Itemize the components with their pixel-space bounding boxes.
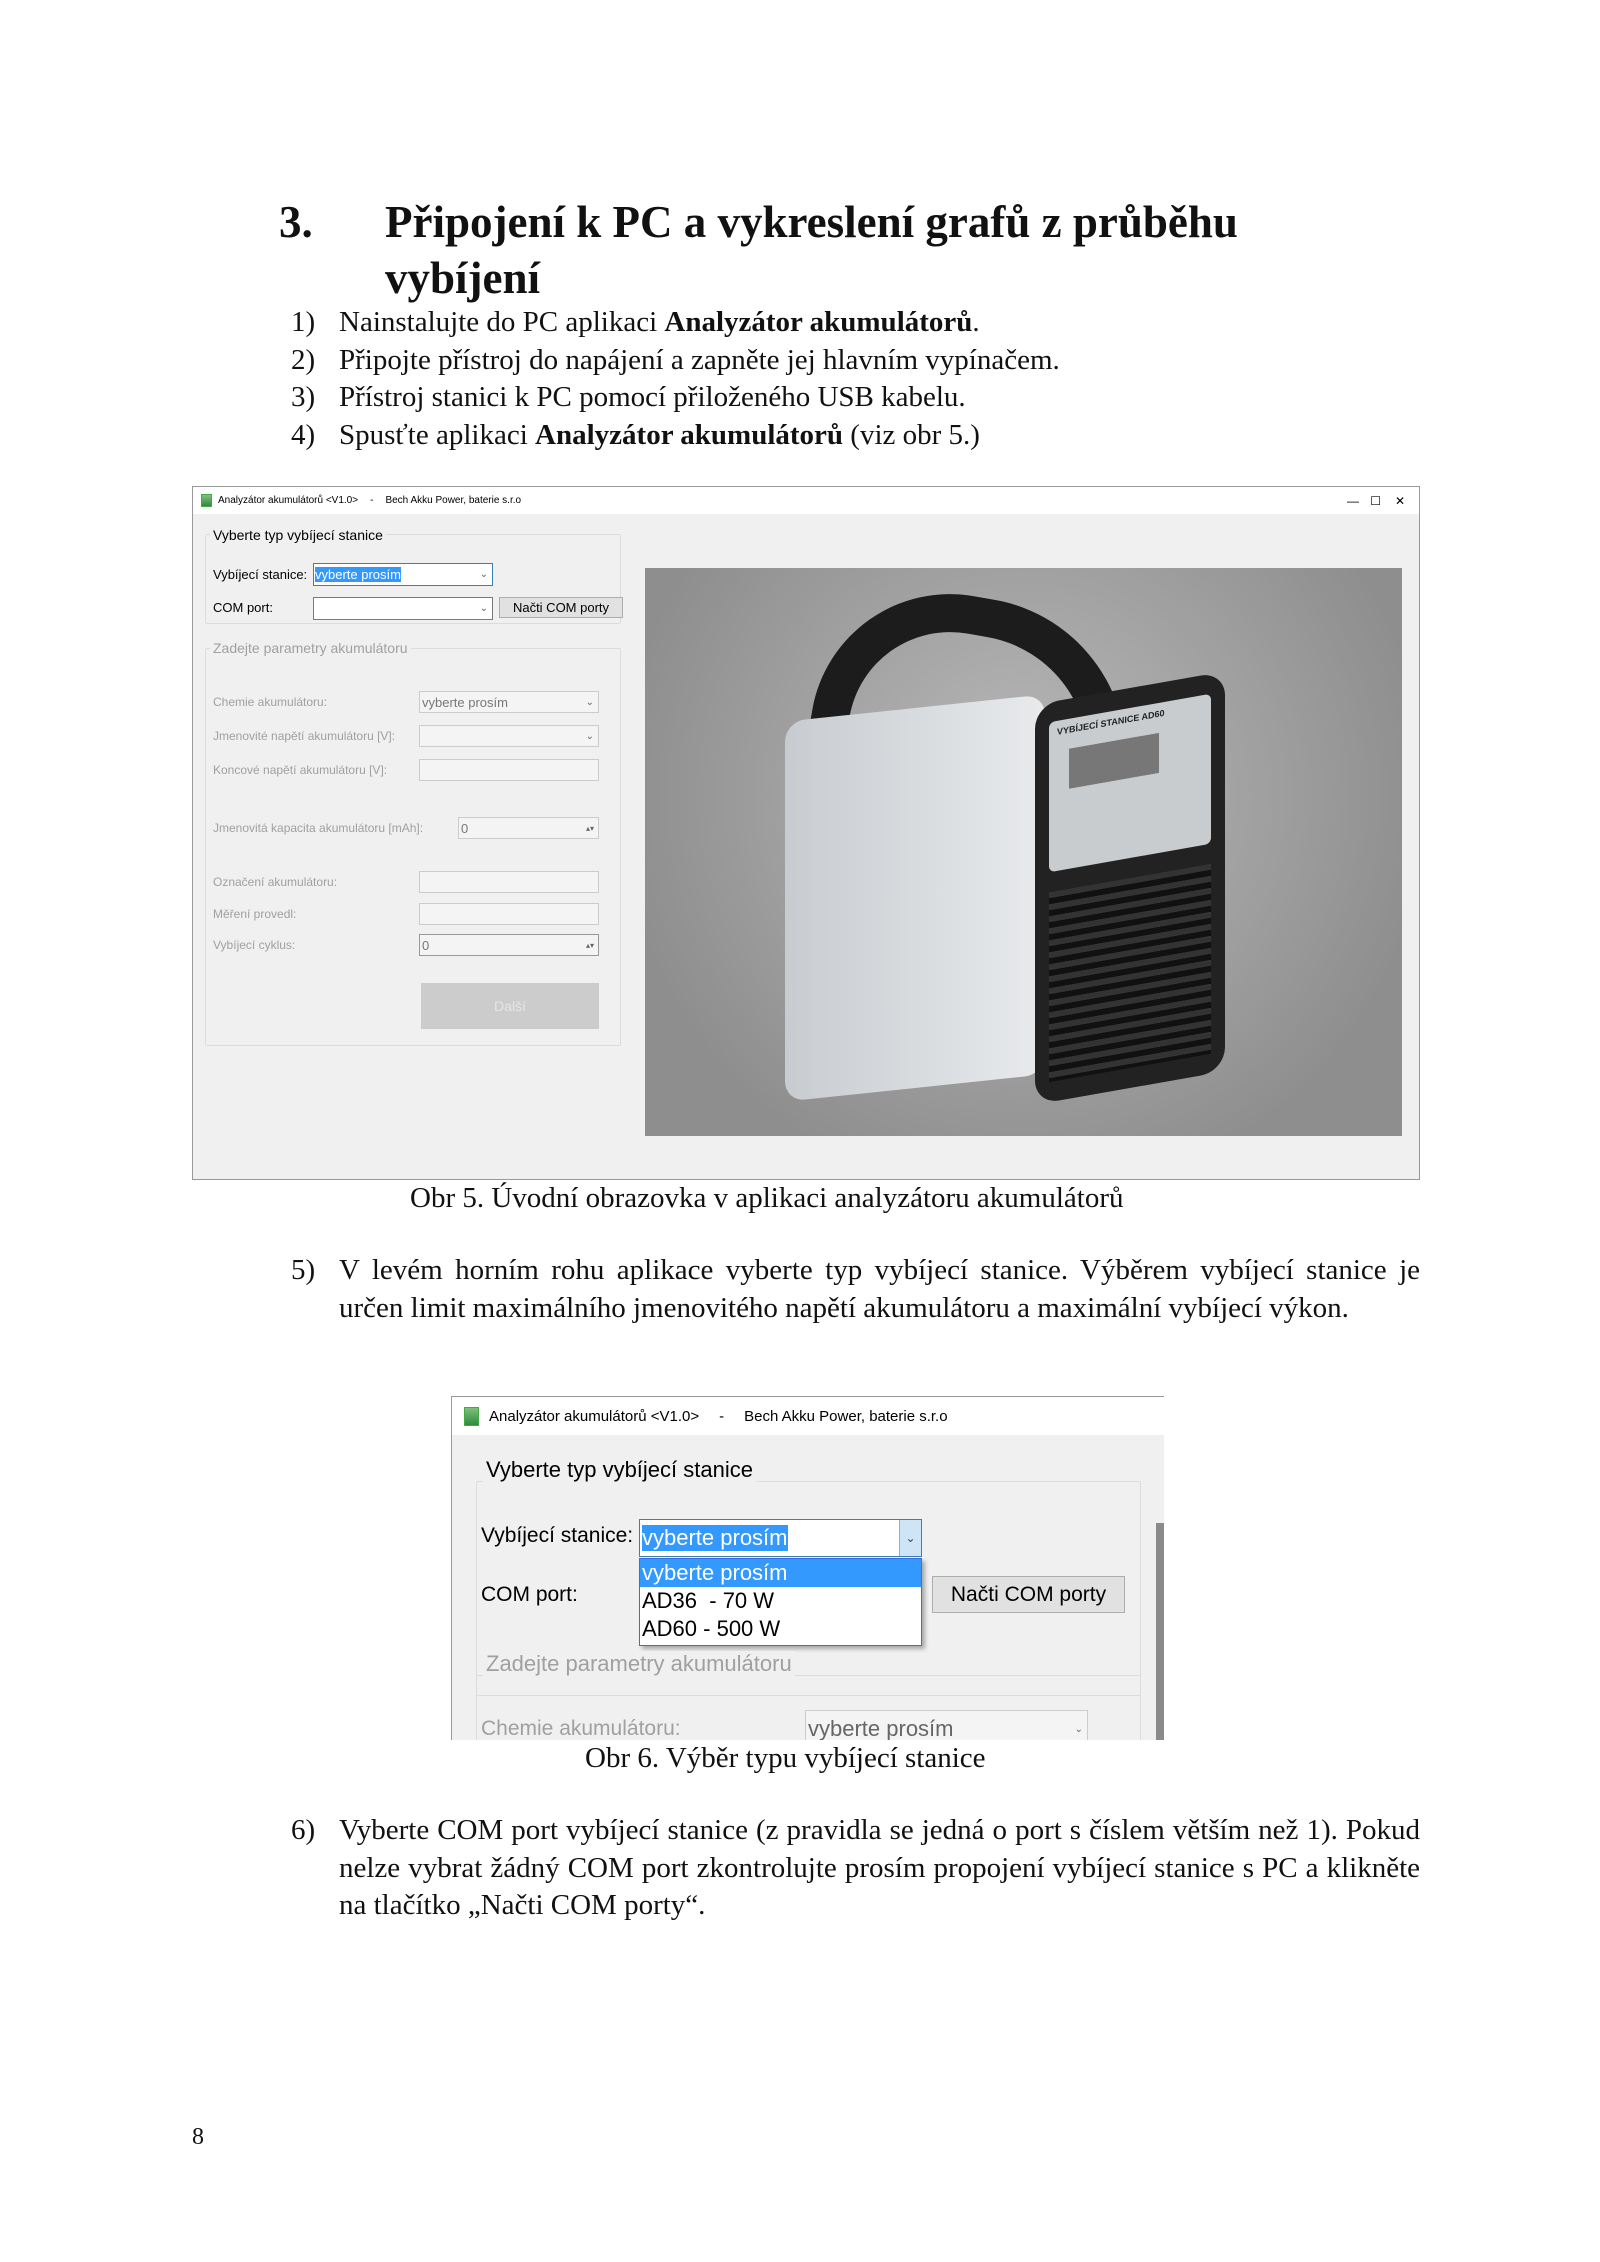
window-company: Bech Akku Power, baterie s.r.o: [744, 1407, 948, 1425]
battery-mark-input[interactable]: [419, 871, 599, 893]
capacity-value: 0: [461, 820, 469, 836]
window-title: Analyzátor akumulátorů <V1.0>: [218, 495, 359, 506]
device-side: [785, 694, 1045, 1101]
station-group-label: Vyberte typ vybíjecí stanice: [483, 1457, 756, 1483]
end-voltage-label: Koncové napětí akumulátoru [V]:: [213, 763, 388, 777]
device-display: [1069, 733, 1159, 789]
load-com-ports-button[interactable]: Načti COM porty: [499, 597, 623, 618]
title-bar: [193, 487, 1419, 514]
station-label: Vybíjecí stanice:: [213, 567, 308, 582]
measured-by-label: Měření provedl:: [213, 907, 297, 921]
station-label: Vybíjecí stanice:: [481, 1524, 634, 1547]
next-button[interactable]: Další: [421, 983, 599, 1029]
com-label: COM port:: [213, 600, 273, 615]
step-5-number: 5): [291, 1254, 316, 1286]
station-value: vyberte prosím: [315, 567, 401, 582]
station-select[interactable]: [313, 563, 493, 586]
cycle-input[interactable]: [419, 934, 599, 956]
device-front: [1035, 671, 1225, 1105]
device-grille: [1049, 864, 1211, 1083]
device-photo: [645, 568, 1402, 1136]
title-separator: -: [370, 495, 374, 506]
window-company: Bech Akku Power, baterie s.r.o: [385, 495, 522, 506]
app-window-fig6: [451, 1396, 1164, 1740]
battery-group-label: Zadejte parametry akumulátoru: [210, 640, 411, 656]
chem-label: Chemie akumulátoru:: [213, 695, 328, 709]
cycle-label: Vybíjecí cyklus:: [213, 938, 296, 952]
chevron-down-icon: ⌄: [1074, 1723, 1083, 1735]
capacity-input[interactable]: [458, 817, 599, 839]
app-icon: [201, 494, 212, 507]
chem-value: vyberte prosím: [422, 694, 508, 710]
chevron-down-icon: ⌄: [585, 730, 594, 742]
maximize-button[interactable]: ☐: [1370, 493, 1381, 508]
station-group-label: Vyberte typ vybíjecí stanice: [210, 527, 386, 543]
scrollbar[interactable]: [1156, 1523, 1164, 1740]
com-label: COM port:: [481, 1583, 578, 1606]
chem-select[interactable]: [419, 691, 599, 713]
battery-mark-label: Označení akumulátoru:: [213, 875, 338, 889]
capacity-label: Jmenovitá kapacita akumulátoru [mAh]:: [213, 821, 424, 835]
cycle-value: 0: [422, 937, 430, 953]
minimize-button[interactable]: —: [1347, 493, 1359, 508]
step-1: 1) Nainstalujte do PC aplikaci Analyzátor akumulátorů.: [291, 306, 980, 338]
device-panel: [1049, 694, 1211, 873]
device-label: VYBÍJECÍ STANICE AD60: [1057, 707, 1165, 737]
spinner-icon[interactable]: ▴▾: [585, 823, 594, 833]
step-6-number: 6): [291, 1814, 316, 1846]
chevron-down-icon: ⌄: [479, 603, 488, 614]
chem-label: Chemie akumulátoru:: [481, 1717, 681, 1740]
section-title-line2: vybíjení: [385, 253, 541, 303]
station-dropdown-list: [639, 1558, 922, 1646]
chevron-down-icon: ⌄: [585, 696, 594, 708]
section-number: 3.: [279, 197, 313, 247]
step-2: 2) Připojte přístroj do napájení a zapněte jej hlavním vypínačem.: [291, 344, 1060, 376]
spinner-icon[interactable]: ▴▾: [585, 940, 594, 950]
dropdown-option[interactable]: AD60 - 500 W: [642, 1616, 781, 1641]
section-title-line1: Připojení k PC a vykreslení grafů z průběhu: [385, 197, 1238, 247]
step-6-text: Vyberte COM port vybíjecí stanice (z pravidla se jedná o port s číslem větším než 1). Pokud nelze vybrat žádný COM port zkontrolujte prosím propojení vybíjecí stanice s PC a klikněte na tlačítko „Načti COM porty“.: [339, 1814, 1420, 1921]
measured-by-input[interactable]: [419, 903, 599, 925]
close-button[interactable]: ✕: [1394, 493, 1405, 508]
step-3: 3) Přístroj stanici k PC pomocí přiloženého USB kabelu.: [291, 381, 966, 413]
station-value: vyberte prosím: [642, 1525, 788, 1550]
chevron-down-icon: ⌄: [479, 569, 488, 580]
step-5-text: V levém horním rohu aplikace vyberte typ vybíjecí stanice. Výběrem vybíjecí stanice je určen limit maximálního jmenovitého napětí akumulátoru a maximální vybíjecí výkon.: [339, 1254, 1420, 1324]
title-bar: [452, 1397, 1164, 1435]
chem-select[interactable]: [805, 1710, 1088, 1740]
title-separator: -: [719, 1407, 725, 1425]
load-com-ports-button[interactable]: Načti COM porty: [932, 1576, 1125, 1613]
dropdown-option[interactable]: vyberte prosím: [640, 1559, 921, 1587]
chevron-down-icon[interactable]: ⌄: [899, 1520, 921, 1556]
station-select[interactable]: [639, 1519, 922, 1557]
figure-6-caption: Obr 6. Výběr typu vybíjecí stanice: [585, 1742, 986, 1774]
app-window-fig5: [192, 486, 1420, 1180]
end-voltage-input[interactable]: [419, 759, 599, 781]
nominal-voltage-select[interactable]: [419, 725, 599, 747]
step-4: 4) Spusťte aplikaci Analyzátor akumulátorů (viz obr 5.): [291, 419, 980, 451]
nominal-voltage-label: Jmenovité napětí akumulátoru [V]:: [213, 729, 396, 743]
chem-value: vyberte prosím: [808, 1716, 954, 1740]
section-title: [385, 194, 1238, 306]
figure-5-caption: Obr 5. Úvodní obrazovka v aplikaci analyzátoru akumulátorů: [410, 1182, 1124, 1214]
page-number: 8: [192, 2124, 204, 2150]
battery-group-label: Zadejte parametry akumulátoru: [483, 1651, 795, 1677]
dropdown-option[interactable]: AD36 - 70 W: [642, 1588, 775, 1613]
window-title: Analyzátor akumulátorů <V1.0>: [489, 1407, 700, 1425]
com-select[interactable]: [313, 597, 493, 620]
app-icon: [464, 1407, 479, 1426]
